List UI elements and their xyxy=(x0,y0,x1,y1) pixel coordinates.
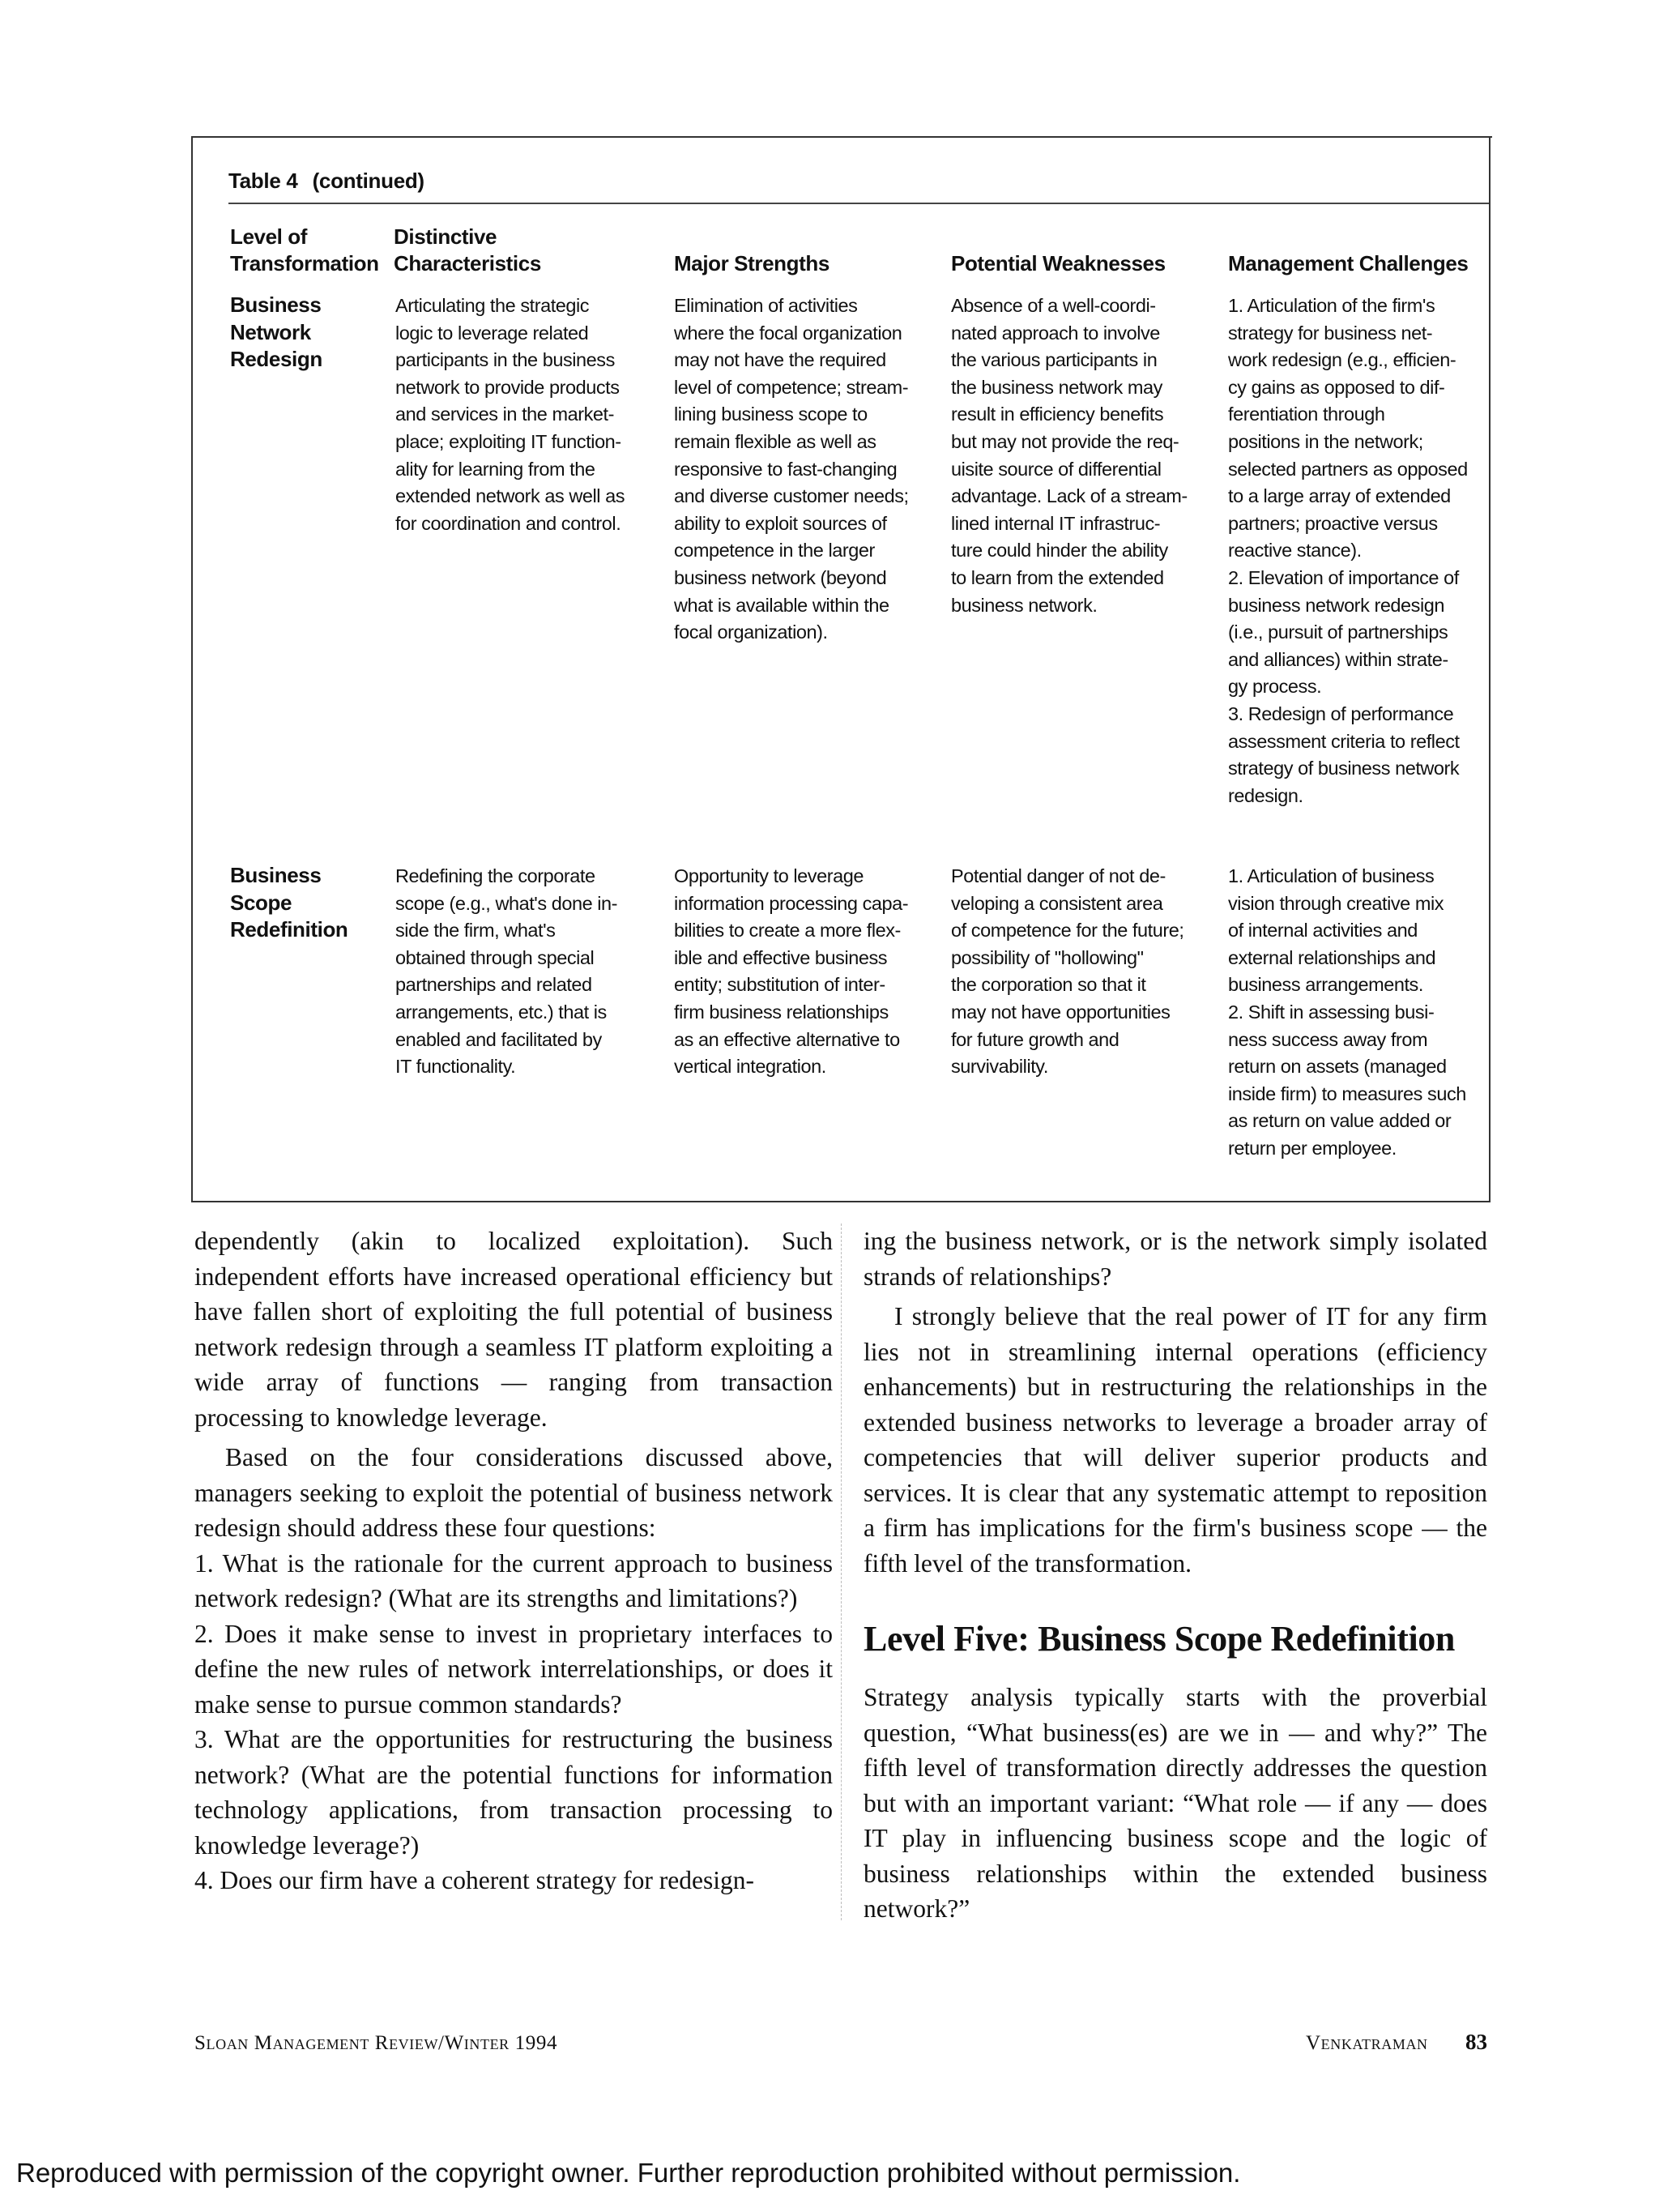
table-4-continued xyxy=(191,136,1491,1202)
page-number: 83 xyxy=(1465,2030,1487,2054)
row1-challenges: 1. Articulation of the firm's strategy for business net- work redesign (e.g., efficien- cy gains as opposed to dif- ferentiation through positions in the network; selected partners as opposed to a large array of extended partners; proactive versus reactive stance). 2. Elevation of importance of business network redesign (i.e., pursuit of partnerships and alliances) within strate- gy process. 3. Redesign of performance assessment criteria to reflect strategy of business network redesign. xyxy=(1228,295,1468,806)
right-paragraph-2: I strongly believe that the real power of IT for any firm lies not in streamlining internal operations (efficiency enhancements) but in restructuring the relationships in the extended business networks to leverage a broader array of competencies that will deliver superior products and services. It is clear that any systematic attempt to reposition a firm has implications for the firm's business scope — the fifth level of the transformation. xyxy=(864,1302,1487,1578)
left-text-column xyxy=(194,1223,833,1898)
question-2: 2. Does it make sense to invest in proprietary interfaces to define the new rules of network interrelationships, or does it make sense to pursue common standards? xyxy=(194,1619,833,1719)
question-3: 3. What are the opportunities for restructuring the business network? (What are the potential functions for information technology applications, from transaction processing to knowledge leverage?) xyxy=(194,1725,833,1860)
header-challenges: Management Challenges xyxy=(1228,251,1469,275)
row2-characteristics: Redefining the corporate scope (e.g., what's done in- side the firm, what's obtained through special partnerships and related arrangements, etc.) that is enabled and facilitated by IT functionality. xyxy=(395,865,618,1078)
table-caption-suffix: (continued) xyxy=(312,169,424,193)
table-caption xyxy=(228,169,424,194)
copyright-notice: Reproduced with permission of the copyright owner. Further reproduction prohibited without permission. xyxy=(16,2158,1241,2188)
question-4: 4. Does our firm have a coherent strategy for redesign- xyxy=(194,1866,754,1894)
left-paragraph-1: dependently (akin to localized exploitation). Such independent efforts have increased operational efficiency but have fallen short of exploiting the full potential of business network redesign through a seamless IT platform exploiting a wide array of functions — ranging from transaction processing to knowledge leverage. xyxy=(194,1227,833,1432)
row1-characteristics: Articulating the strategic logic to leverage related participants in the business network to provide products and services in the market- place; exploiting IT function- ality for learning from the extended network as well as for coordination and control. xyxy=(395,295,625,534)
left-paragraph-2: Based on the four considerations discussed above, managers seeking to exploit the potential of business network redesign should address these four questions: xyxy=(194,1443,833,1542)
header-level: Level of Transformation xyxy=(230,224,379,275)
right-text-column xyxy=(864,1223,1487,1927)
row1-weaknesses: Absence of a well-coordi- nated approach to involve the various participants in the business network may result in efficiency benefits but may not provide the req- uisite source of differential advantage. Lack of a stream- lined internal IT infrastruc- ture could hinder the ability to learn from the extended business network. xyxy=(951,295,1188,616)
header-weaknesses: Potential Weaknesses xyxy=(951,251,1166,275)
row2-challenges: 1. Articulation of business vision through creative mix of internal activities and external relationships and business arrangements. 2. Shift in assessing busi- ness success away from return on assets (managed inside firm) to measures such as return on value added or return per employee. xyxy=(1228,865,1466,1159)
journal-running-foot: Sloan Management Review/Winter 1994 xyxy=(194,2032,558,2054)
row1-strengths: Elimination of activities where the focal organization may not have the required level of competence; stream- lining business scope to remain flexible as well as responsive to fast-changing and diverse customer needs; ability to exploit sources of competence in the larger business network (beyond what is available within the focal organization). xyxy=(674,295,909,643)
question-1: 1. What is the rationale for the current approach to business network redesign? (What are its strengths and limitations?) xyxy=(194,1548,833,1612)
row2-strengths: Opportunity to leverage information processing capa- bilities to create a more flex- ible and effective business entity; substitution of inter- firm business relationships as an effective alternative to vertical integration. xyxy=(674,865,909,1078)
right-paragraph-3: Strategy analysis typically starts with the proverbial question, “What business(es) are we in — and why?” The fifth level of transformation directly addresses the question but with an important variant: “What role — if any — does IT play in influencing business scope and the logic of business relationships within the extended business network?” xyxy=(864,1683,1487,1923)
caption-rule xyxy=(228,203,1489,204)
section-heading: Level Five: Business Scope Redefinition xyxy=(864,1619,1455,1659)
header-strengths: Major Strengths xyxy=(674,251,830,275)
table-caption-number: Table 4 xyxy=(228,169,298,193)
column-divider xyxy=(841,1223,842,1920)
row-level-business-network-redesign: Business Network Redesign xyxy=(230,293,322,372)
author-running-foot: Venkatraman xyxy=(1306,2032,1428,2054)
row-level-business-scope-redefinition: Business Scope Redefinition xyxy=(230,863,348,942)
right-paragraph-1: ing the business network, or is the network simply isolated strands of relationships? xyxy=(864,1227,1487,1291)
header-characteristics: Distinctive Characteristics xyxy=(394,224,541,275)
row2-weaknesses: Potential danger of not de- veloping a consistent area of competence for the future; possibility of "hollowing" the corporation so that it may not have opportunities for future growth and survivability. xyxy=(951,865,1184,1078)
